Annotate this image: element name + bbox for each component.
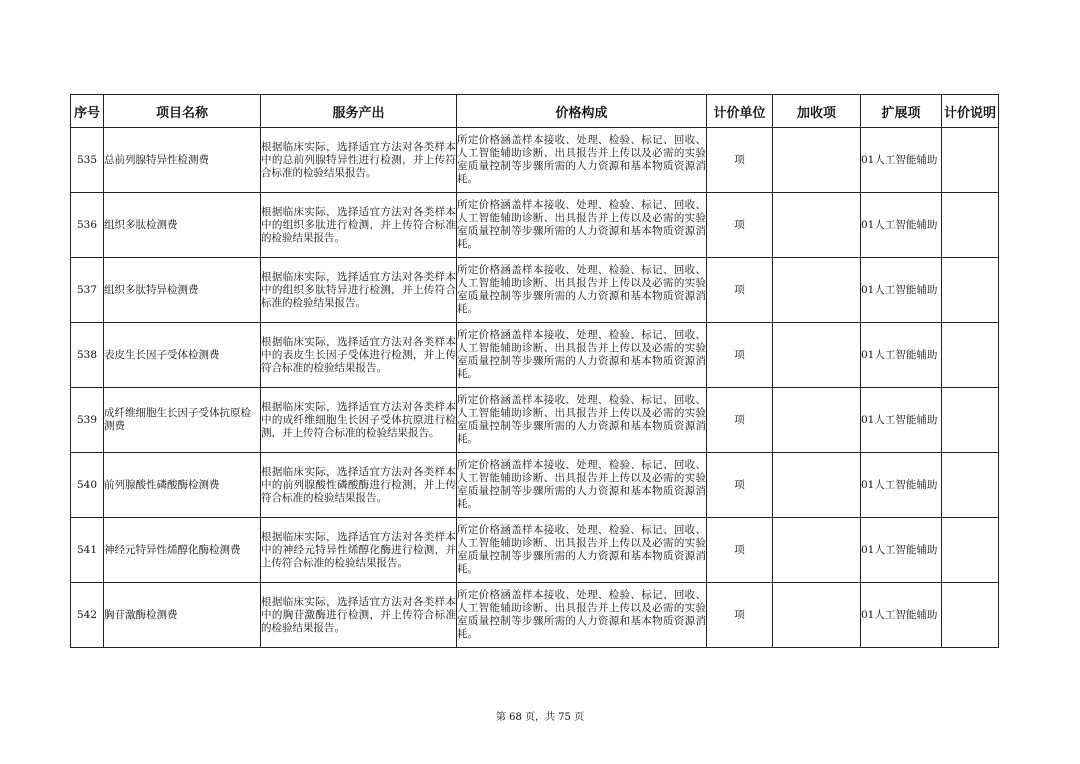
cell-note — [942, 518, 999, 583]
cell-output: 根据临床实际，选择适宜方法对各类样本中的胸苷激酶进行检测，并上传符合标准的检验结果报告。 — [261, 583, 457, 648]
cell-price: 所定价格涵盖样本接收、处理、检验、标记、回收、人工智能辅助诊断、出具报告并上传以及必需的实验室质量控制等步骤所需的人力资源和基本物质资源消耗。 — [457, 388, 707, 453]
cell-price: 所定价格涵盖样本接收、处理、检验、标记、回收、人工智能辅助诊断、出具报告并上传以及必需的实验室质量控制等步骤所需的人力资源和基本物质资源消耗。 — [457, 518, 707, 583]
table-row — [71, 323, 999, 388]
cell-output: 根据临床实际，选择适宜方法对各类样本中的前列腺酸性磷酸酶进行检测，并上传符合标准的检验结果报告。 — [261, 453, 457, 518]
cell-extension: 01人工智能辅助 — [861, 453, 942, 518]
cell-unit: 项 — [707, 323, 773, 388]
cell-price: 所定价格涵盖样本接收、处理、检验、标记、回收、人工智能辅助诊断、出具报告并上传以及必需的实验室质量控制等步骤所需的人力资源和基本物质资源消耗。 — [457, 193, 707, 258]
cell-extension: 01人工智能辅助 — [861, 583, 942, 648]
cell-name: 胸苷激酶检测费 — [104, 583, 261, 648]
cell-surcharge — [773, 388, 861, 453]
header-row — [71, 95, 999, 128]
cell-no: 537 — [71, 258, 104, 323]
cell-no: 536 — [71, 193, 104, 258]
cell-note — [942, 453, 999, 518]
cell-surcharge — [773, 518, 861, 583]
header-unit: 计价单位 — [707, 95, 773, 128]
header-no: 序号 — [71, 95, 104, 128]
cell-no: 539 — [71, 388, 104, 453]
cell-unit: 项 — [707, 583, 773, 648]
header-price: 价格构成 — [457, 95, 707, 128]
cell-extension: 01人工智能辅助 — [861, 258, 942, 323]
cell-surcharge — [773, 193, 861, 258]
cell-extension: 01人工智能辅助 — [861, 388, 942, 453]
table-row — [71, 128, 999, 193]
cell-note — [942, 323, 999, 388]
cell-extension: 01人工智能辅助 — [861, 193, 942, 258]
cell-name: 前列腺酸性磷酸酶检测费 — [104, 453, 261, 518]
cell-output: 根据临床实际，选择适宜方法对各类样本中的成纤维细胞生长因子受体抗原进行检测，并上传符合标准的检验结果报告。 — [261, 388, 457, 453]
header-output: 服务产出 — [261, 95, 457, 128]
cell-price: 所定价格涵盖样本接收、处理、检验、标记、回收、人工智能辅助诊断、出具报告并上传以及必需的实验室质量控制等步骤所需的人力资源和基本物质资源消耗。 — [457, 453, 707, 518]
cell-no: 541 — [71, 518, 104, 583]
cell-no: 538 — [71, 323, 104, 388]
table-row — [71, 583, 999, 648]
cell-name: 组织多肽检测费 — [104, 193, 261, 258]
table-header — [71, 95, 999, 128]
cell-unit: 项 — [707, 128, 773, 193]
cell-unit: 项 — [707, 518, 773, 583]
cell-note — [942, 128, 999, 193]
cell-surcharge — [773, 323, 861, 388]
table-row — [71, 193, 999, 258]
price-table — [70, 94, 999, 648]
cell-price: 所定价格涵盖样本接收、处理、检验、标记、回收、人工智能辅助诊断、出具报告并上传以及必需的实验室质量控制等步骤所需的人力资源和基本物质资源消耗。 — [457, 128, 707, 193]
cell-unit: 项 — [707, 193, 773, 258]
header-name: 项目名称 — [104, 95, 261, 128]
cell-output: 根据临床实际，选择适宜方法对各类样本中的组织多肽特异进行检测，并上传符合标准的检验结果报告。 — [261, 258, 457, 323]
cell-name: 组织多肽特异检测费 — [104, 258, 261, 323]
cell-no: 540 — [71, 453, 104, 518]
cell-unit: 项 — [707, 388, 773, 453]
page-number: 第 68 页，共 75 页 — [495, 712, 585, 723]
cell-price: 所定价格涵盖样本接收、处理、检验、标记、回收、人工智能辅助诊断、出具报告并上传以及必需的实验室质量控制等步骤所需的人力资源和基本物质资源消耗。 — [457, 258, 707, 323]
cell-surcharge — [773, 128, 861, 193]
cell-extension: 01人工智能辅助 — [861, 323, 942, 388]
cell-surcharge — [773, 258, 861, 323]
cell-price: 所定价格涵盖样本接收、处理、检验、标记、回收、人工智能辅助诊断、出具报告并上传以及必需的实验室质量控制等步骤所需的人力资源和基本物质资源消耗。 — [457, 323, 707, 388]
table-row — [71, 453, 999, 518]
cell-unit: 项 — [707, 258, 773, 323]
cell-surcharge — [773, 583, 861, 648]
header-note: 计价说明 — [942, 95, 999, 128]
cell-no: 535 — [71, 128, 104, 193]
cell-unit: 项 — [707, 453, 773, 518]
table-row — [71, 258, 999, 323]
cell-name: 表皮生长因子受体检测费 — [104, 323, 261, 388]
cell-note — [942, 583, 999, 648]
table-row — [71, 518, 999, 583]
cell-surcharge — [773, 453, 861, 518]
cell-output: 根据临床实际，选择适宜方法对各类样本中的表皮生长因子受体进行检测，并上传符合标准的检验结果报告。 — [261, 323, 457, 388]
cell-extension: 01人工智能辅助 — [861, 518, 942, 583]
cell-note — [942, 193, 999, 258]
table-body — [71, 128, 999, 648]
cell-name: 总前列腺特异性检测费 — [104, 128, 261, 193]
cell-name: 神经元特异性烯醇化酶检测费 — [104, 518, 261, 583]
cell-price: 所定价格涵盖样本接收、处理、检验、标记、回收、人工智能辅助诊断、出具报告并上传以及必需的实验室质量控制等步骤所需的人力资源和基本物质资源消耗。 — [457, 583, 707, 648]
table-row — [71, 388, 999, 453]
cell-extension: 01人工智能辅助 — [861, 128, 942, 193]
cell-note — [942, 388, 999, 453]
cell-output: 根据临床实际，选择适宜方法对各类样本中的神经元特异性烯醇化酶进行检测，并上传符合标准的检验结果报告。 — [261, 518, 457, 583]
cell-output: 根据临床实际，选择适宜方法对各类样本中的总前列腺特异性进行检测，并上传符合标准的检验结果报告。 — [261, 128, 457, 193]
header-surcharge: 加收项 — [773, 95, 861, 128]
cell-note — [942, 258, 999, 323]
cell-output: 根据临床实际，选择适宜方法对各类样本中的组织多肽进行检测，并上传符合标准的检验结果报告。 — [261, 193, 457, 258]
cell-no: 542 — [71, 583, 104, 648]
cell-name: 成纤维细胞生长因子受体抗原检测费 — [104, 388, 261, 453]
header-extension: 扩展项 — [861, 95, 942, 128]
